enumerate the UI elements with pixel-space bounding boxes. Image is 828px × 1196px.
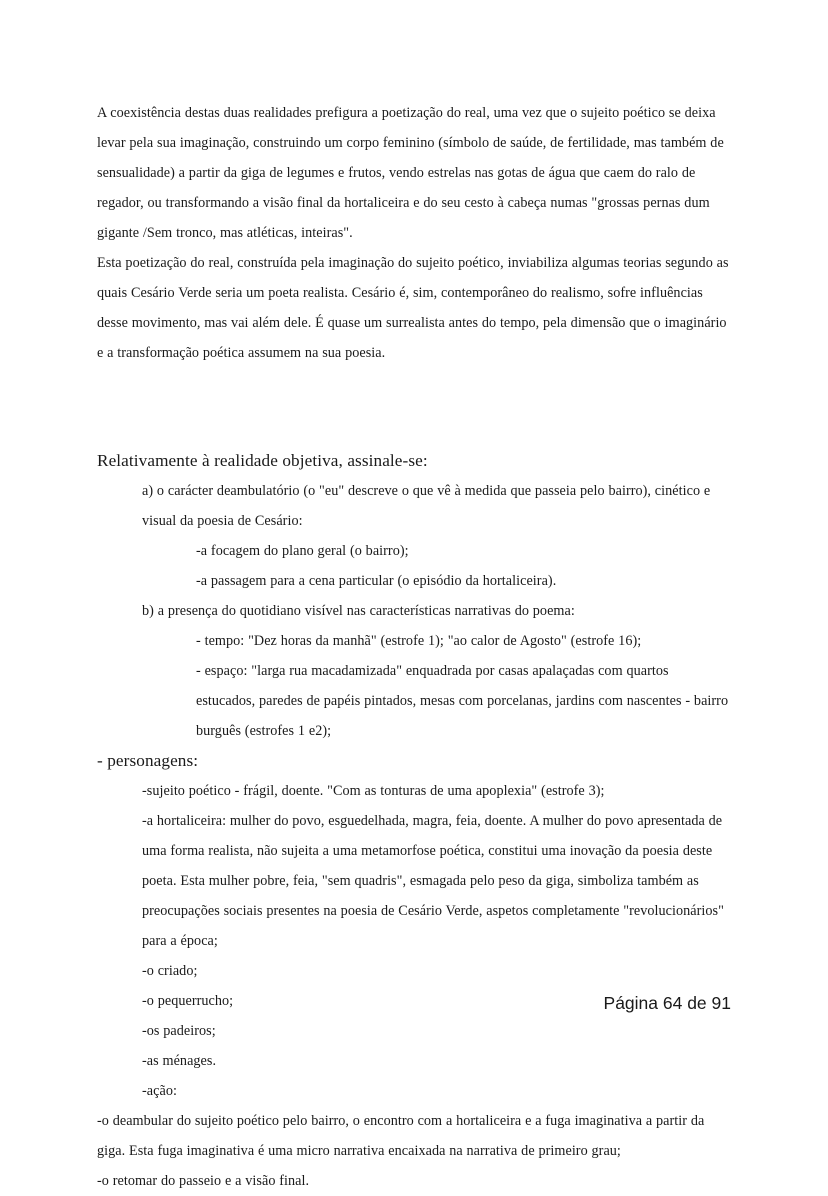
list-item-b-sub-tempo: - tempo: "Dez horas da manhã" (estrofe 1); "ao calor de Agosto" (estrofe 16); xyxy=(196,633,642,649)
personagem-padeiros: -os padeiros; xyxy=(142,1023,216,1039)
list-item-b: b) a presença do quotidiano visível nas características narrativas do poema: xyxy=(142,603,575,619)
list-item-a-sub-passagem: -a passagem para a cena particular (o episódio da hortaliceira). xyxy=(196,573,557,589)
document-body xyxy=(97,98,731,1196)
personagem-criado: -o criado; xyxy=(142,963,198,979)
personagem-sujeito-poetico: -sujeito poético - frágil, doente. "Com as tonturas de uma apoplexia" (estrofe 3); xyxy=(142,783,605,799)
paragraph-coexistencia: A coexistência destas duas realidades prefigura a poetização do real, uma vez que o sujeito poético se deixa levar pela sua imaginação, construindo um corpo feminino (símbolo de saúde, de fertilidade, mas também de sensualidade) a partir da giga de legumes e frutos, vendo estrelas nas gotas de água que caem do ralo de regador, ou transformando a visão final da hortaliceira e do seu cesto à cabeça numas "grossas pernas dum gigante /Sem tronco, mas atléticas, inteiras". xyxy=(97,105,724,241)
personagem-menages: -as ménages. xyxy=(142,1053,217,1069)
section-heading-realidade-objetiva: Relativamente à realidade objetiva, assinale-se: xyxy=(97,451,428,470)
page-number-footer: Página 64 de 91 xyxy=(603,993,731,1013)
personagem-acao: -ação: xyxy=(142,1083,177,1099)
closing-retomar: -o retomar do passeio e a visão final. xyxy=(97,1173,310,1189)
paragraph-poetizacao: Esta poetização do real, construída pela imaginação do sujeito poético, inviabiliza algumas teorias segundo as quais Cesário Verde seria um poeta realista. Cesário é, sim, contemporâneo do realismo, sofre influências desse movimento, mas vai além dele. É quase um surrealista antes do tempo, pela dimensão que o imaginário e a transformação poética assumem na sua poesia. xyxy=(97,255,729,361)
list-item-a-sub-focagem: -a focagem do plano geral (o bairro); xyxy=(196,543,409,559)
personagem-hortaliceira: -a hortaliceira: mulher do povo, esguedelhada, magra, feia, doente. A mulher do povo apresentada de uma forma realista, não sujeita a uma metamorfose poética, constitui uma inovação da poesia deste poeta. Esta mulher pobre, feia, "sem quadris", esmagada pelo peso da giga, simboliza também as preocupações sociais presentes na poesia de Cesário Verde, aspetos completamente "revolucionários" para a época; xyxy=(142,813,724,949)
list-item-a: a) o carácter deambulatório (o "eu" descreve o que vê à medida que passeia pelo bairro), cinético e visual da poesia de Cesário: xyxy=(142,483,711,529)
closing-deambular: -o deambular do sujeito poético pelo bairro, o encontro com a hortaliceira e a fuga imaginativa a partir da giga. Esta fuga imaginativa é uma micro narrativa encaixada na narrativa de primeiro grau; xyxy=(97,1113,705,1159)
list-item-b-sub-espaco: - espaço: "larga rua macadamizada" enquadrada por casas apalaçadas com quartos estucados, paredes de papéis pintados, mesas com porcelanas, jardins com nascentes - bairro burguês (estrofes 1 e2); xyxy=(196,663,729,739)
section-heading-personagens: - personagens: xyxy=(97,751,199,770)
personagem-pequerrucho: -o pequerrucho; xyxy=(142,993,234,1009)
section-spacer xyxy=(97,368,731,446)
